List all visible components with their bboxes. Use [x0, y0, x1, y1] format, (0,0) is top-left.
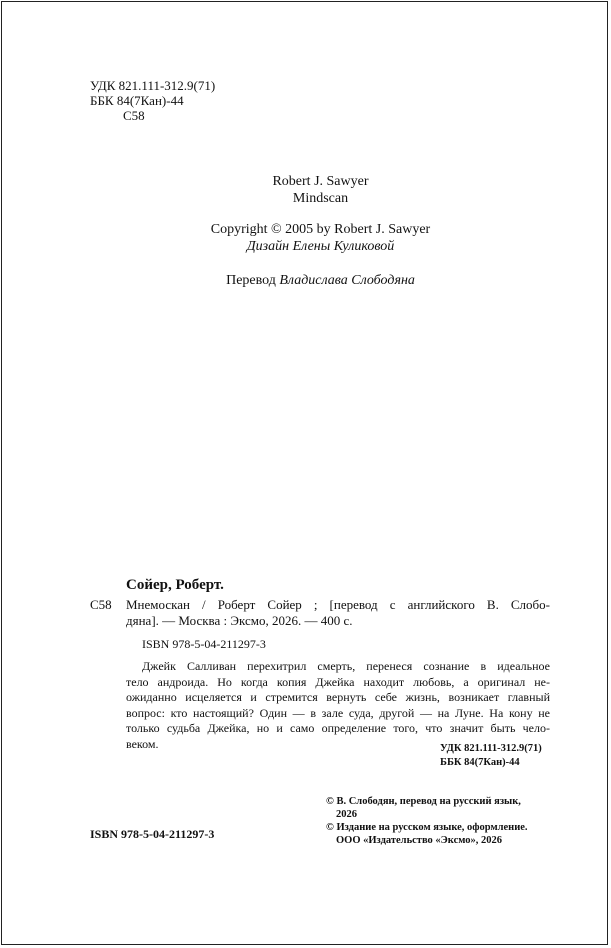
- copyright-block: [0, 221, 611, 255]
- annotation-line: ожиданно исцеляется и стремится вернуть себе жизнь, возникает главный: [126, 690, 550, 704]
- bibliographic-title-line: Мнемоскан / Роберт Сойер ; [перевод с английского В. Слобо-: [126, 597, 550, 612]
- udk-code: УДК 821.111-312.9(71): [90, 78, 216, 93]
- annotation-line: только судьба Джейка, но и само определение того, что значит быть чело-: [126, 721, 550, 735]
- annotation-line: вопрос: кто настоящий? Один — в зале суда, другой — на Луне. На кону не: [126, 705, 550, 720]
- bibliographic-code: С58: [90, 597, 112, 612]
- isbn-bottom: ISBN 978-5-04-211297-3: [90, 827, 215, 841]
- rights-block: [326, 795, 528, 847]
- translation-prefix: Перевод: [226, 273, 276, 288]
- bbk-code: ББК 84(7Кан)-44: [90, 93, 184, 108]
- annotation-line: веком.: [126, 736, 159, 751]
- original-title-block: [0, 173, 611, 207]
- annotation-line: тело андроида. Но когда копия Джейка находит любовь, а оригинал не-: [126, 674, 550, 689]
- design-prefix: Дизайн: [246, 239, 290, 254]
- original-author: Robert J. Sawyer: [272, 174, 369, 189]
- bibliographic-author: Сойер, Роберт.: [126, 577, 224, 593]
- original-title: Mindscan: [292, 191, 349, 206]
- translation-credit: [0, 272, 611, 289]
- design-name: Елены Куликовой: [292, 239, 395, 254]
- design-credit: [0, 238, 611, 255]
- translation-rights: © В. Слободян, перевод на русский язык,: [326, 796, 521, 807]
- udk-small: УДК 821.111-312.9(71): [440, 743, 542, 754]
- bbk-small: ББК 84(7Кан)-44: [440, 757, 520, 768]
- classification-block: [90, 78, 215, 123]
- bibliographic-title-line: дяна]. — Москва : Эксмо, 2026. — 400 с.: [126, 613, 353, 628]
- translator-name: Владислава Слободяна: [279, 273, 415, 288]
- edition-rights: © Издание на русском языке, оформление.: [326, 822, 528, 833]
- annotation-line: Джейк Салливан перехитрил смерть, перенеся сознание в идеальное: [142, 659, 550, 673]
- bibliographic-isbn: ISBN 978-5-04-211297-3: [142, 637, 266, 651]
- annotation: [126, 659, 550, 752]
- author-mark: С58: [123, 108, 145, 123]
- translation-rights-year: 2026: [336, 809, 357, 820]
- classification-small: [440, 742, 542, 770]
- publisher-rights: ООО «Издательство «Эксмо», 2026: [336, 835, 503, 846]
- copyright-notice: Copyright © 2005 by Robert J. Sawyer: [210, 222, 431, 237]
- bibliographic-title: [126, 597, 550, 629]
